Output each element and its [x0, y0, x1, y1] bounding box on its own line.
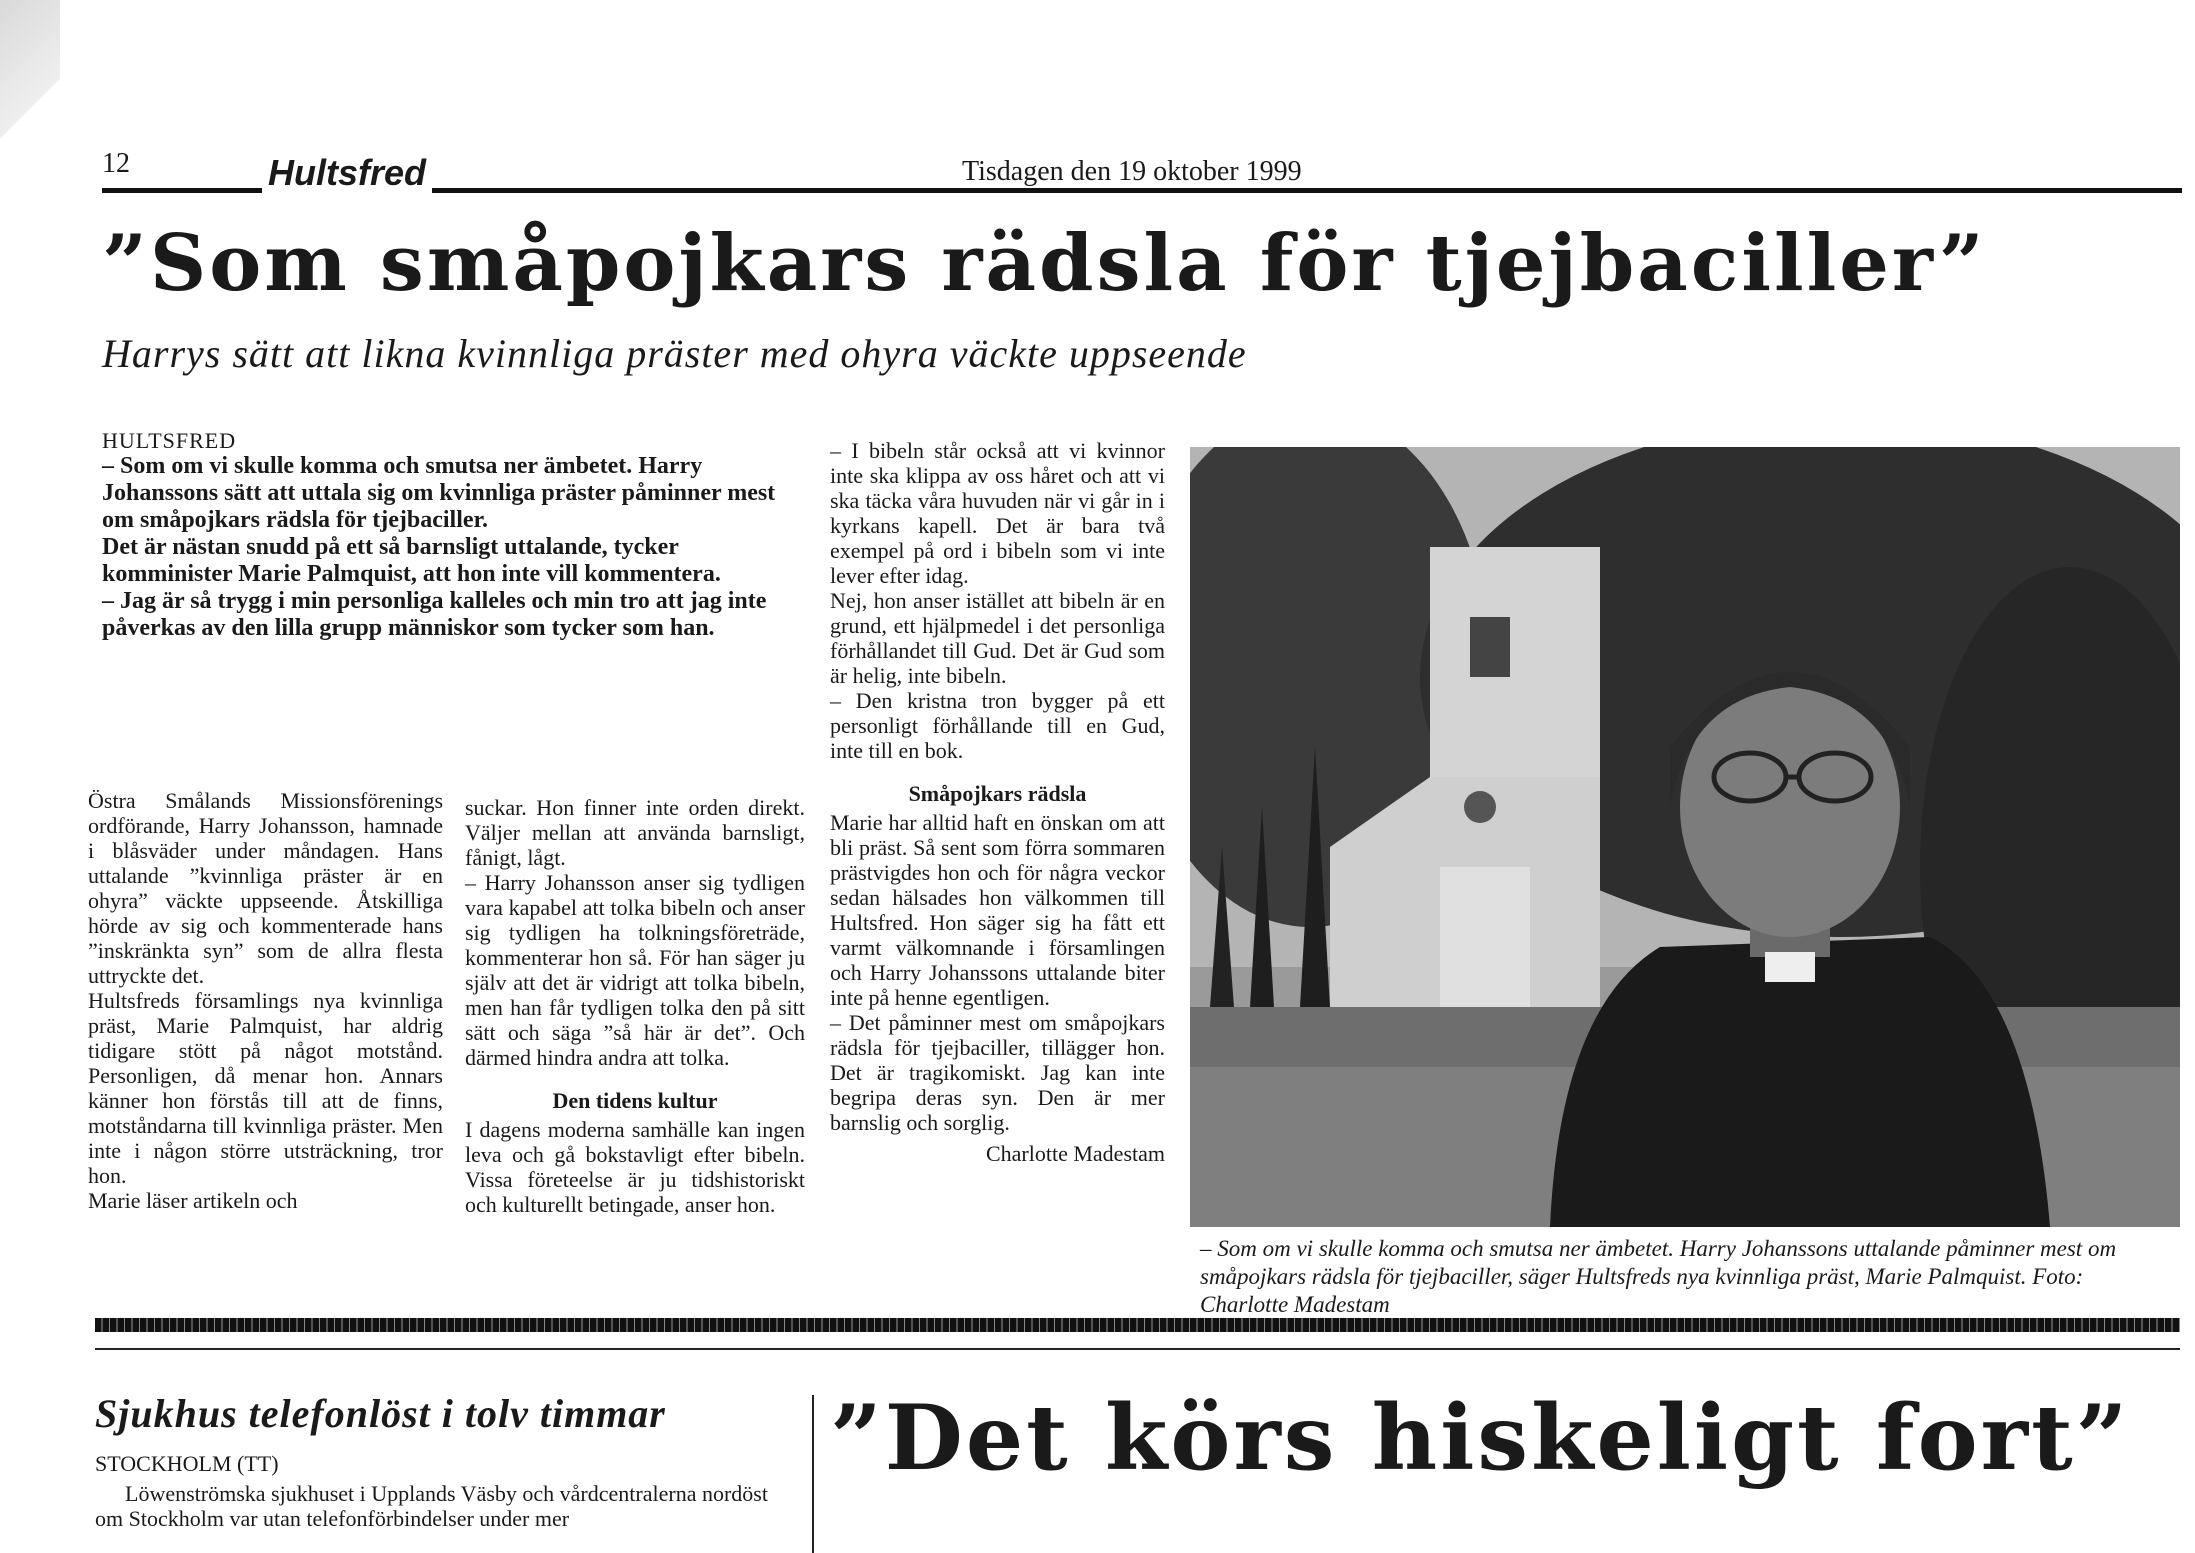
body-column-c: [830, 438, 1165, 1166]
issue-date: Tisdagen den 19 oktober 1999: [952, 156, 1312, 188]
crosshead-den-tidens-kultur: Den tidens kultur: [552, 1088, 718, 1113]
article-lead: [102, 428, 802, 642]
page-number: 12: [102, 148, 130, 179]
body-paragraph: – Det påminner mest om småpojkars rädsla för tjejbaciller, tillägger hon. Det är tragikomiskt. Jag kan inte begripa deras syn. Den är mer barnslig och sorglig.: [830, 1010, 1165, 1135]
body-paragraph: suckar. Hon finner inte orden direkt. Väljer mellan att använda barnsligt, fånigt, lågt.: [465, 795, 805, 870]
lead-paragraph: – Som om vi skulle komma och smutsa ner ämbetet. Harry Johanssons sätt att uttala sig om kvinnliga präster påminner mest om småpojkars rädsla för tjejbaciller.: [102, 453, 776, 533]
lead-paragraph: Det är nästan snudd på ett så barnsligt uttalande, tycker komminister Marie Palmquist, att hon inte vill kommentera.: [102, 534, 721, 587]
article-headline: ”Som småpojkars rädsla för tjejbaciller”: [102, 218, 1987, 309]
body-paragraph: Hultsfreds församlings nya kvinnliga präst, Marie Palmquist, har aldrig tidigare stött på något motstånd. Personligen, då menar hon. Annars känner hon förstås till att de finns, motståndarna till kvinnliga präster. Men inte i någon större utsträckning, tror hon.: [88, 988, 443, 1188]
body-paragraph: Marie har alltid haft en önskan om att bli präst. Så sent som förra sommaren prästvigdes hon och för några veckor sedan hälsades hon välkommen till Hultsfred. Hon säger sig ha fått ett varmt välkomnande i församlingen och Harry Johanssons uttalande biter inte på henne egentligen.: [830, 810, 1165, 1010]
article-subheadline: Harrys sätt att likna kvinnliga präster med ohyra väckte uppseende: [102, 331, 1247, 376]
body-paragraph: Östra Smålands Missionsförenings ordförande, Harry Johansson, hamnade i blåsväder under måndagen. Hans uttalande ”kvinnliga präster är en ohyra” väckte uppseende. Åtskilliga hörde av sig och kommenterade hans ”inskränkta syn” som de allra flesta uttryckte det.: [88, 788, 443, 988]
dateline: HULTSFRED: [102, 428, 237, 453]
masthead: [102, 148, 2182, 198]
section-name: Hultsfred: [262, 152, 432, 194]
body-paragraph: – Harry Johansson anser sig tydligen vara kapabel att tolka bibeln och anser sig tydligen ha tolkningsföreträde, kommenterar hon så. För han säger ju själv att det är vidrigt att tolka bibeln, men han får tydligen tolka den på sitt sätt och säga ”så här är det”. Och därmed hindra andra att tolka.: [465, 870, 805, 1070]
article-photo: [1190, 447, 2180, 1227]
scan-folded-corner: [0, 0, 60, 190]
column-rule: [812, 1395, 814, 1553]
section-divider: [95, 1318, 2180, 1332]
body-paragraph: I dagens moderna samhälle kan ingen leva och gå bokstavligt efter bibeln. Vissa företeelse är ju tidshistoriskt och kulturellt betingade, anser hon.: [465, 1117, 805, 1217]
next-article-body: Löwenströmska sjukhuset i Upplands Väsby och vårdcentralerna nordöst om Stockholm var utan telefonförbindelser under mer: [95, 1481, 768, 1531]
next-article-headline: Sjukhus telefonlöst i tolv timmar: [95, 1391, 666, 1436]
body-paragraph: – Den kristna tron bygger på ett personligt förhållande till en Gud, inte till en bok.: [830, 688, 1165, 763]
body-paragraph: Marie läser artikeln och: [88, 1188, 298, 1213]
body-column-a: [88, 788, 443, 1213]
next-article-dateline: STOCKHOLM (TT): [95, 1451, 279, 1476]
body-column-b: [465, 795, 805, 1217]
body-paragraph: – I bibeln står också att vi kvinnor inte ska klippa av oss håret och att vi ska täcka våra huvuden när vi går in i kyrkans kapell. Det är bara två exempel på ord i bibeln som vi inte lever efter idag.: [830, 438, 1165, 588]
photo-caption: – Som om vi skulle komma och smutsa ner ämbetet. Harry Johanssons uttalande påminner mest om småpojkars rädsla för tjejbaciller, säger Hultsfreds nya kvinnliga präst, Marie Palmquist. Foto: Charlotte Madestam: [1200, 1236, 2117, 1317]
byline: Charlotte Madestam: [985, 1141, 1165, 1166]
next-article-right-headline: ”Det körs hiskeligt fort”: [830, 1385, 2131, 1491]
body-paragraph: Nej, hon anser istället att bibeln är en grund, ett hjälpmedel i det personliga förhållandet till Gud. Det är Gud som är helig, inte bibeln.: [830, 588, 1165, 688]
next-article-left: [95, 1390, 780, 1531]
crosshead-smapojkars-radsla: Småpojkars rädsla: [908, 781, 1087, 806]
section-divider-thin: [95, 1348, 2180, 1350]
photo-illustration: [1190, 447, 2180, 1227]
lead-paragraph: – Jag är så trygg i min personliga kalleles och min tro att jag inte påverkas av den lilla grupp människor som tycker som han.: [102, 588, 767, 641]
